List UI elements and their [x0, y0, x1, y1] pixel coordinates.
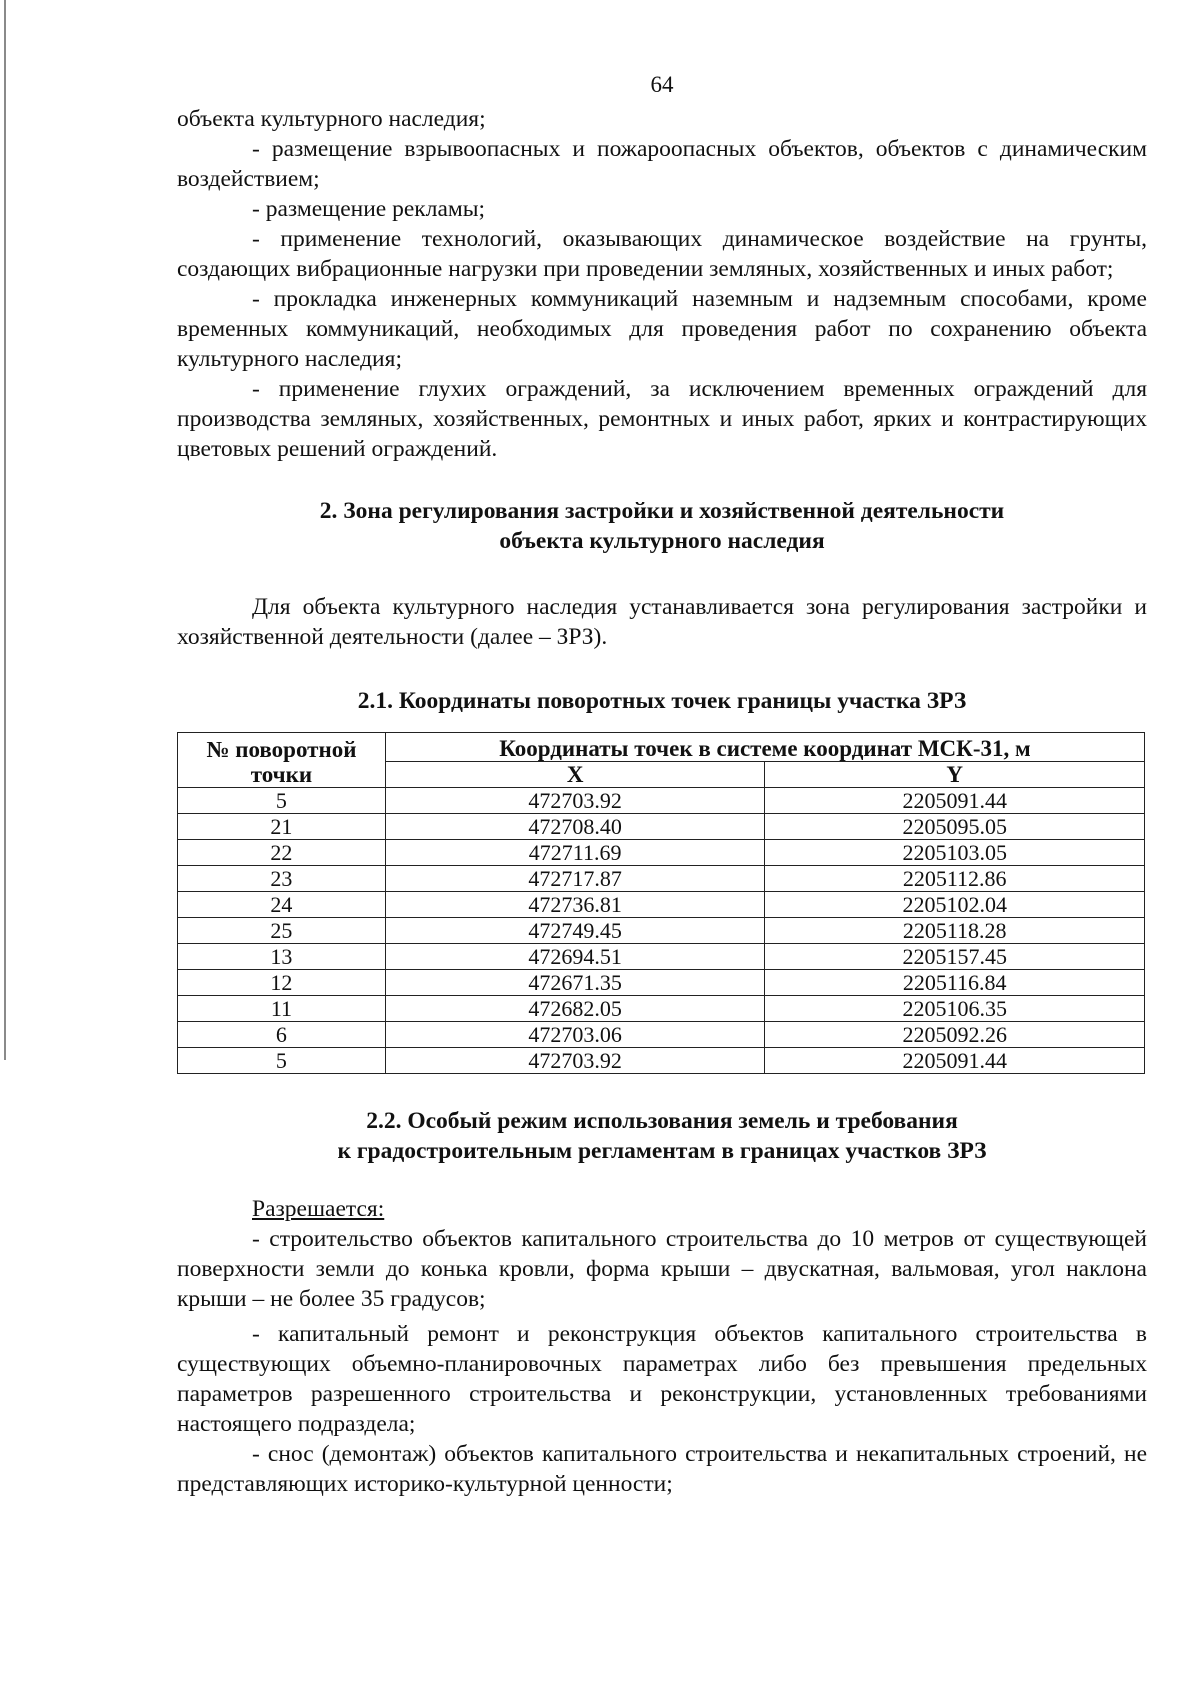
- intro-paragraph: - прокладка инженерных коммуникаций наземным и надземным способами, кроме временных коммуникаций, необходимых для проведения работ по сохранению объекта культурного наследия;: [177, 286, 1147, 372]
- cell-y: 2205102.04: [765, 892, 1145, 918]
- cell-point: 5: [178, 1048, 386, 1074]
- cell-point: 22: [178, 840, 386, 866]
- section-2-heading: [177, 496, 1147, 556]
- cell-point: 23: [178, 866, 386, 892]
- section-2-2-heading-line2: к градостроительным регламентам в границах участков ЗРЗ: [337, 1138, 987, 1164]
- intro-paragraph: - размещение рекламы;: [252, 196, 486, 222]
- allowed-paragraph: - снос (демонтаж) объектов капитального строительства и некапитальных строений, не представляющих историко-культурной ценности;: [177, 1441, 1147, 1497]
- cell-point: 12: [178, 970, 386, 996]
- table-row: [178, 944, 1145, 970]
- table-row: [178, 970, 1145, 996]
- page-number: 64: [650, 72, 674, 97]
- cell-x: 472711.69: [385, 840, 765, 866]
- header-point-number: [178, 733, 386, 788]
- section-2-1-heading: 2.1. Координаты поворотных точек границы участка ЗРЗ: [357, 688, 967, 714]
- cell-y: 2205091.44: [765, 788, 1145, 814]
- intro-paragraph: - размещение взрывоопасных и пожароопасных объектов, объектов с динамическим воздействием;: [177, 136, 1147, 192]
- header-point-line1: № поворотной: [206, 736, 357, 762]
- cell-x: 472708.40: [385, 814, 765, 840]
- table-row: [178, 840, 1145, 866]
- header-y: Y: [765, 762, 1145, 788]
- table-row: [178, 1048, 1145, 1074]
- cell-point: 25: [178, 918, 386, 944]
- cell-point: 21: [178, 814, 386, 840]
- table-row: [178, 866, 1145, 892]
- intro-list: [177, 104, 1147, 464]
- cell-y: 2205092.26: [765, 1022, 1145, 1048]
- table-row: [178, 918, 1145, 944]
- cell-point: 24: [178, 892, 386, 918]
- document-page: [177, 70, 1147, 1499]
- cell-point: 11: [178, 996, 386, 1022]
- section-2-heading-line1: 2. Зона регулирования застройки и хозяйственной деятельности: [319, 498, 1005, 524]
- cell-x: 472671.35: [385, 970, 765, 996]
- allowed-paragraph: - строительство объектов капитального строительства до 10 метров от существующей поверхности земли до конька кровли, форма крыши – двускатная, вальмовая, угол наклона крыши – не более 35 градусов;: [177, 1226, 1147, 1312]
- cell-y: 2205095.05: [765, 814, 1145, 840]
- cell-x: 472717.87: [385, 866, 765, 892]
- cell-y: 2205116.84: [765, 970, 1145, 996]
- cell-x: 472703.06: [385, 1022, 765, 1048]
- cell-x: 472703.92: [385, 1048, 765, 1074]
- cell-x: 472694.51: [385, 944, 765, 970]
- cell-y: 2205103.05: [765, 840, 1145, 866]
- header-x: X: [385, 762, 765, 788]
- cell-point: 5: [178, 788, 386, 814]
- cell-x: 472736.81: [385, 892, 765, 918]
- cell-point: 13: [178, 944, 386, 970]
- allowed-paragraph: - капитальный ремонт и реконструкция объектов капитального строительства в существующих объемно-планировочных параметрах либо без превышения предельных параметров разрешенного строительства и реконструкции, установленных требованиями настоящего подраздела;: [177, 1321, 1147, 1437]
- cell-y: 2205157.45: [765, 944, 1145, 970]
- cell-y: 2205106.35: [765, 996, 1145, 1022]
- table-row: [178, 892, 1145, 918]
- cell-x: 472682.05: [385, 996, 765, 1022]
- cell-point: 6: [178, 1022, 386, 1048]
- section-2-heading-line2: объекта культурного наследия: [499, 528, 825, 554]
- section-2-intro: Для объекта культурного наследия устанавливается зона регулирования застройки и хозяйственной деятельности (далее – ЗРЗ).: [177, 594, 1147, 650]
- allowed-label: Разрешается:: [252, 1196, 385, 1222]
- section-2-2-heading: [177, 1106, 1147, 1166]
- cell-x: 472703.92: [385, 788, 765, 814]
- table-row: [178, 996, 1145, 1022]
- intro-paragraph: - применение глухих ограждений, за исключением временных ограждений для производства земляных, хозяйственных, ремонтных и иных работ, ярких и контрастирующих цветовых решений ограждений.: [177, 376, 1147, 462]
- header-coordinates: Координаты точек в системе координат МСК-31, м: [385, 733, 1144, 762]
- cell-y: 2205112.86: [765, 866, 1145, 892]
- header-point-line2: точки: [250, 761, 313, 787]
- table-row: [178, 788, 1145, 814]
- section-2-2-heading-line1: 2.2. Особый режим использования земель и требования: [366, 1108, 958, 1134]
- cell-y: 2205118.28: [765, 918, 1145, 944]
- coordinates-table: [177, 732, 1145, 1074]
- intro-paragraph: - применение технологий, оказывающих динамическое воздействие на грунты, создающих вибрационные нагрузки при проведении земляных, хозяйственных и иных работ;: [177, 226, 1147, 282]
- scan-edge-line: [4, 0, 6, 1060]
- cell-x: 472749.45: [385, 918, 765, 944]
- table-row: [178, 814, 1145, 840]
- cell-y: 2205091.44: [765, 1048, 1145, 1074]
- intro-paragraph: объекта культурного наследия;: [177, 106, 486, 132]
- table-row: [178, 1022, 1145, 1048]
